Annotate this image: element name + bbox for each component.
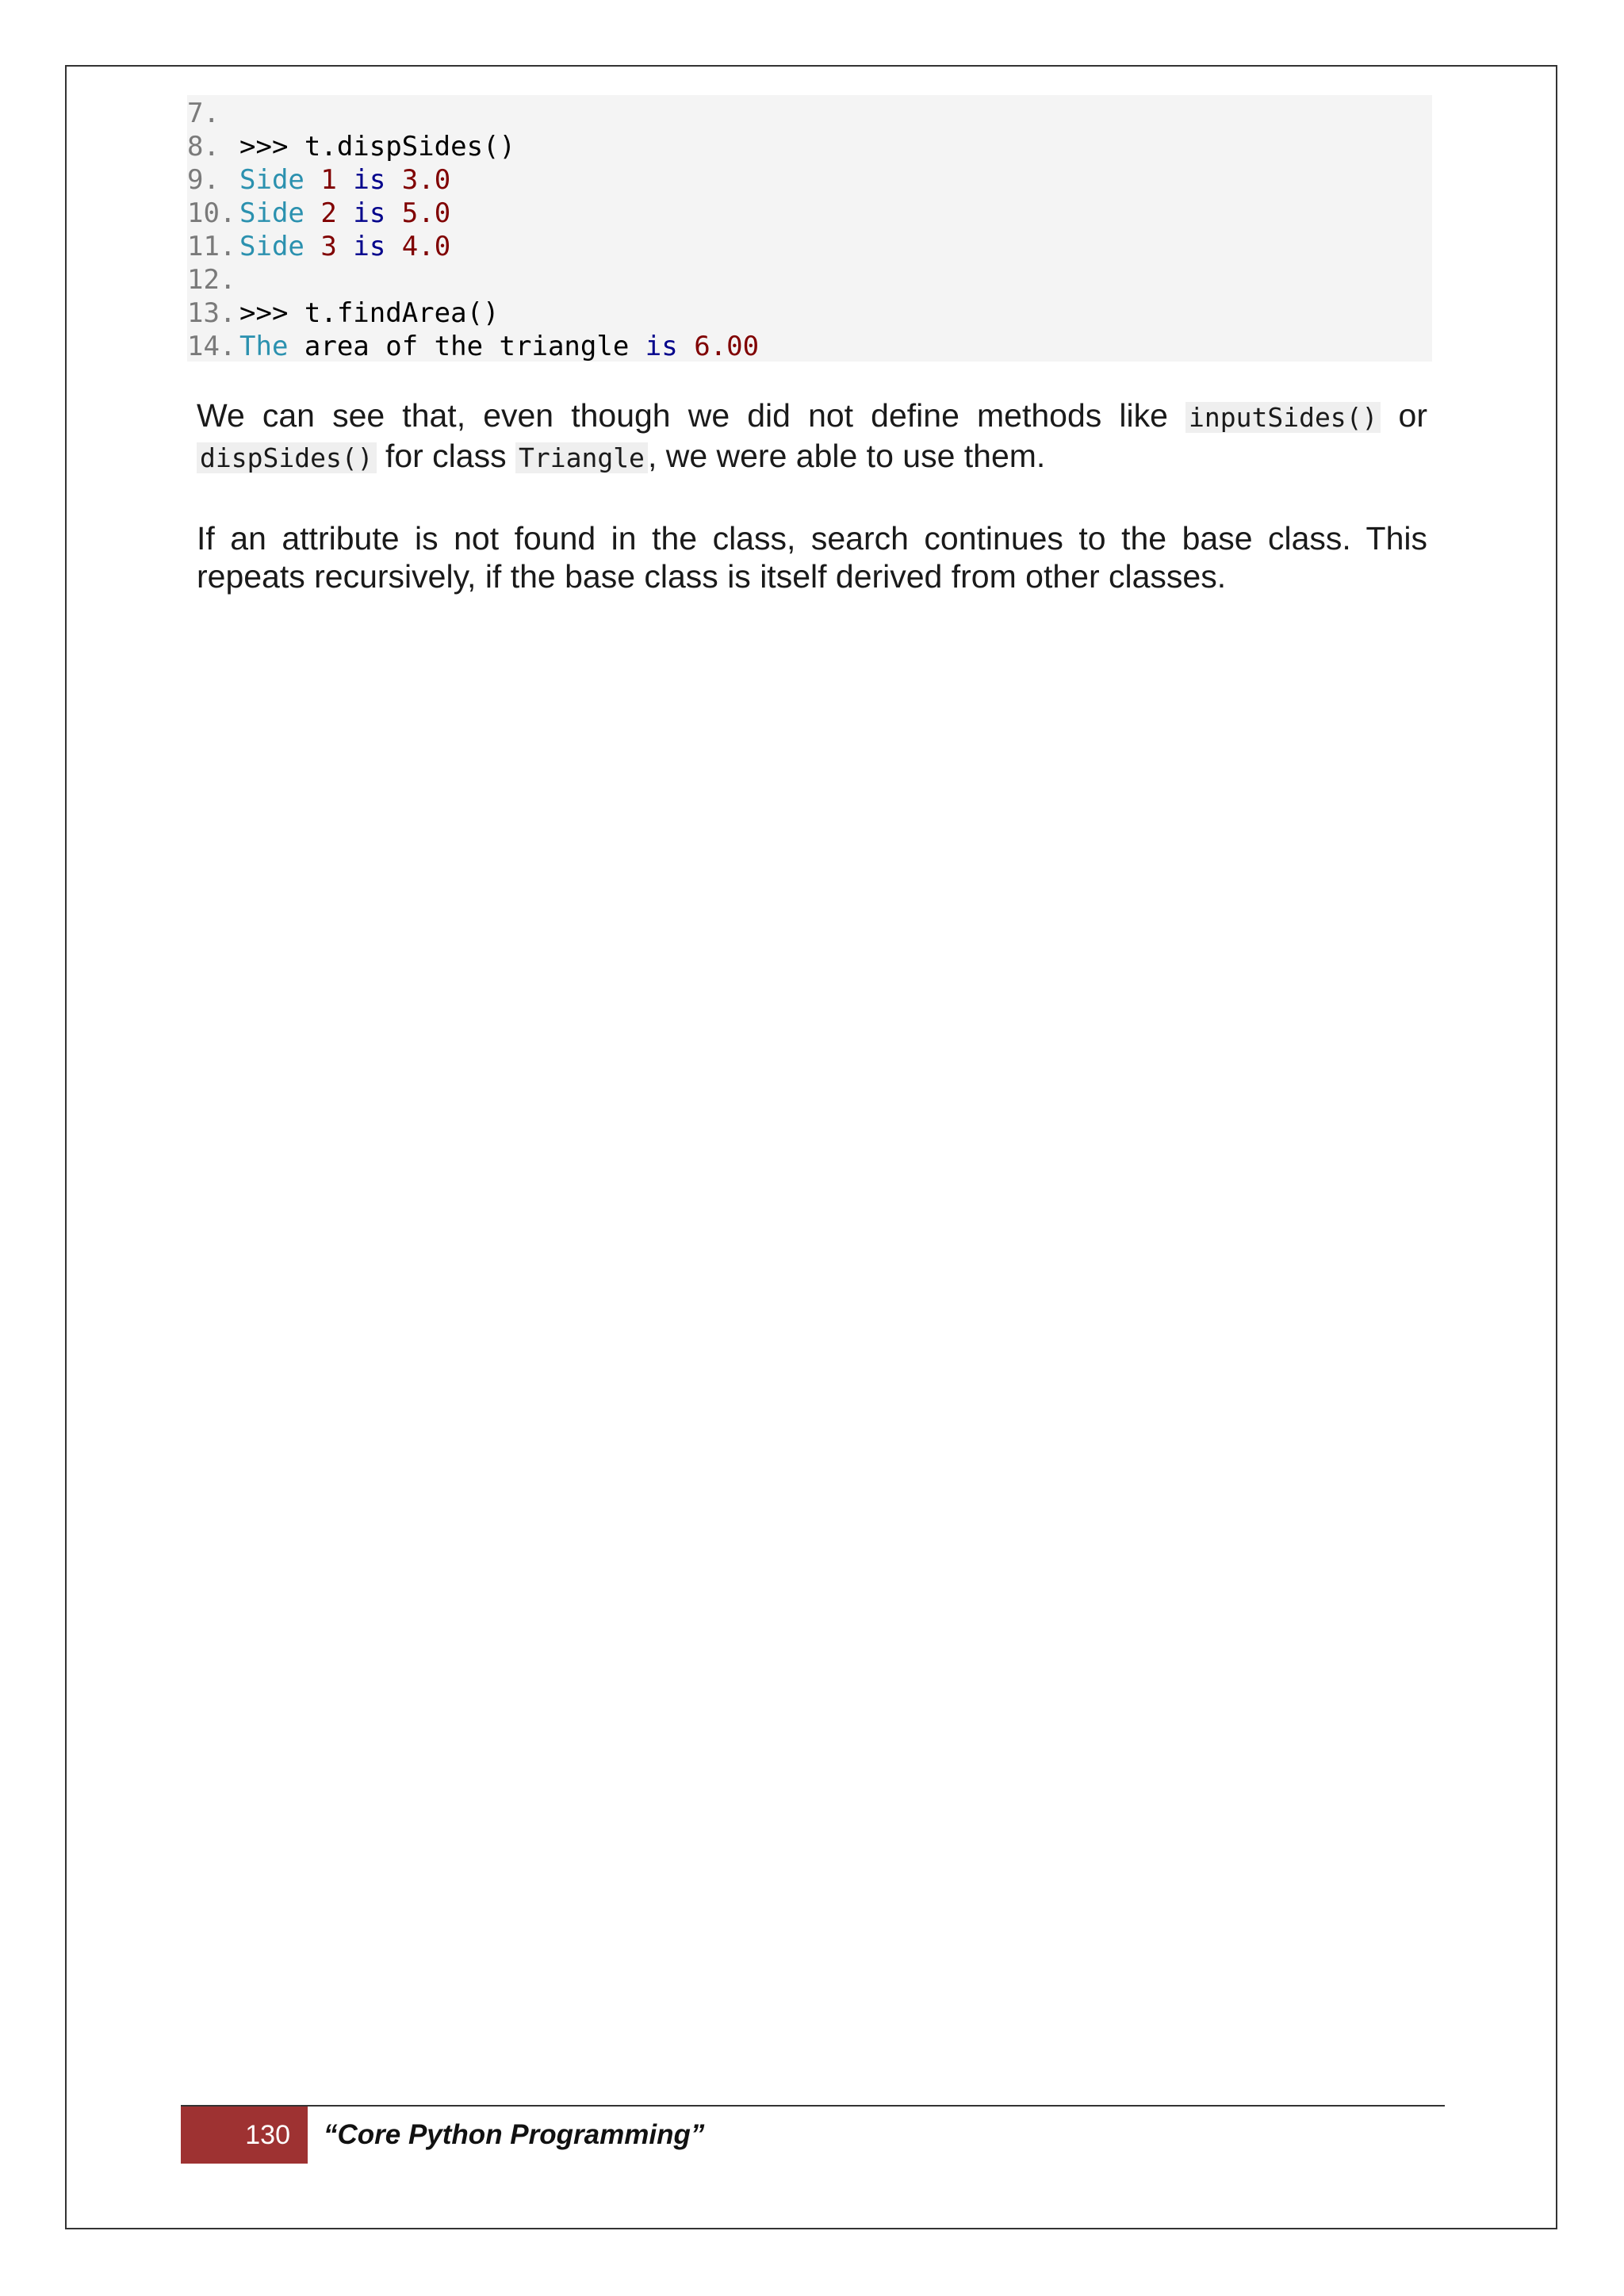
code-line <box>187 263 1432 297</box>
inline-code-triangle: Triangle <box>515 442 648 473</box>
code-line <box>187 163 1432 197</box>
page-border <box>65 65 1557 2229</box>
inline-code-dispsides: dispSides() <box>197 442 377 473</box>
code-token: area of the triangle <box>288 331 645 362</box>
inline-code-inputsides: inputSides() <box>1185 402 1381 433</box>
paragraph-text: for class <box>376 438 515 474</box>
code-token: is <box>353 231 386 262</box>
code-token: 3 <box>320 231 337 262</box>
book-title: “Core Python Programming” <box>324 2119 705 2150</box>
code-token <box>337 230 353 263</box>
paragraph-inheritance-note <box>197 396 1427 477</box>
paragraph-text: , we were able to use them. <box>647 438 1046 474</box>
page-number-badge <box>181 2107 308 2164</box>
code-block <box>187 95 1432 362</box>
paragraph-attribute-search: If an attribute is not found in the class, search continues to the base class. This repeats recursively, if the base class is itself derived from other classes. <box>197 520 1427 595</box>
code-token: 4.0 <box>401 231 451 262</box>
paragraph-text: We can see that, even though we did not define methods like <box>197 397 1185 434</box>
line-number: 11. <box>187 231 236 262</box>
line-number: 14. <box>187 331 236 362</box>
code-token <box>304 230 320 263</box>
code-token: 2 <box>320 197 337 229</box>
line-number: 12. <box>187 264 236 296</box>
paragraph-text: or <box>1381 397 1427 434</box>
code-token: is <box>353 164 386 196</box>
code-line <box>187 197 1432 230</box>
code-token: is <box>645 331 678 362</box>
code-line <box>187 97 1432 130</box>
line-number: 13. <box>187 297 236 329</box>
code-line <box>187 297 1432 330</box>
code-token <box>385 230 401 263</box>
code-token <box>678 330 694 363</box>
code-token: Side <box>239 197 304 229</box>
code-line <box>187 330 1432 363</box>
code-token <box>304 197 320 230</box>
code-token <box>385 197 401 230</box>
code-token <box>304 163 320 197</box>
code-token <box>337 197 353 230</box>
code-token: The <box>239 331 289 362</box>
line-number: 8. <box>187 131 220 163</box>
code-line <box>187 230 1432 263</box>
code-token: is <box>353 197 386 229</box>
line-number: 10. <box>187 197 236 229</box>
line-number: 7. <box>187 98 220 129</box>
code-token <box>337 163 353 197</box>
code-token: 5.0 <box>401 197 451 229</box>
code-token: 6.00 <box>694 331 760 362</box>
code-token: 3.0 <box>401 164 451 196</box>
code-token: 1 <box>320 164 337 196</box>
code-token: Side <box>239 164 304 196</box>
code-token: Side <box>239 231 304 262</box>
code-token: >>> t.findArea() <box>239 297 500 329</box>
page-number: 130 <box>245 2119 290 2150</box>
code-token <box>385 163 401 197</box>
code-line <box>187 130 1432 163</box>
line-number: 9. <box>187 164 220 196</box>
code-token: >>> t.dispSides() <box>239 131 515 163</box>
